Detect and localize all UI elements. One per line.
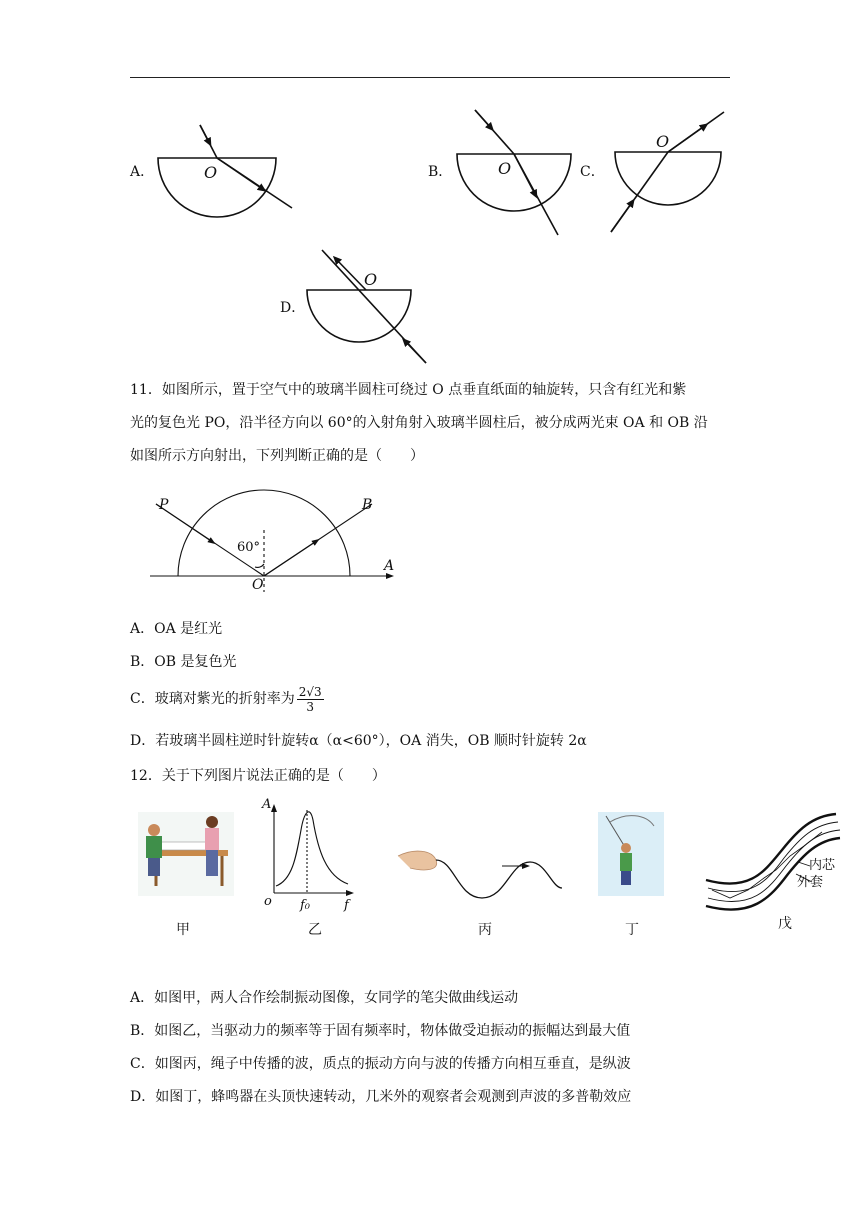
fig-yi-x-axis-label: f	[344, 898, 349, 913]
q12-stem: 12．关于下列图片说法正确的是（ ）	[130, 768, 386, 784]
q12-option-c: C．如图丙，绳子中传播的波，质点的振动方向与波的传播方向相互垂直，是纵波	[130, 1056, 631, 1072]
figure-yi-resonance-curve	[274, 806, 352, 893]
q11-stem-line2: 光的复色光 PO，沿半径方向以 60°的入射角射入玻璃半圆柱后，被分成两光束 OA 和 OB 沿	[130, 415, 708, 431]
fraction-denominator: 3	[306, 699, 314, 714]
q11-option-b: B．OB 是复色光	[130, 654, 237, 670]
fraction-numerator: 2√3	[298, 684, 322, 699]
fig-yi-f0-label: f₀	[300, 898, 311, 913]
q11-angle-label: 60°	[237, 540, 261, 555]
caption-bing: 丙	[478, 922, 492, 938]
q11-option-d: D．若玻璃半圆柱逆时针旋转α（α<60°），OA 消失，OB 顺时针旋转 2α	[130, 733, 587, 749]
option-d-label: D．	[280, 300, 306, 316]
q11-stem-line1: 11．如图所示，置于空气中的玻璃半圆柱可绕过 O 点垂直纸面的轴旋转，只含有红光和紫	[130, 382, 687, 398]
figure-bing-rope-wave	[398, 851, 562, 898]
fig-wu-inner-label: 内芯	[809, 858, 836, 873]
option-a-label: A．	[130, 164, 155, 180]
q11-label-o: O	[252, 577, 264, 593]
caption-ding: 丁	[625, 922, 639, 938]
q12-option-a: A．如图甲，两人合作绘制振动图像，女同学的笔尖做曲线运动	[130, 990, 519, 1006]
q11-option-a: A．OA 是红光	[130, 621, 223, 637]
q12-option-d: D．如图丁，蜂鸣器在头顶快速转动，几米外的观察者会观测到声波的多普勒效应	[130, 1089, 632, 1105]
q11-label-p: P	[159, 497, 169, 513]
q11-label-a: A	[384, 558, 395, 574]
figure-c-o-label: O	[656, 132, 670, 151]
figure-b-o-label: O	[498, 159, 512, 178]
figure-jia-illustration	[138, 812, 234, 896]
fig-yi-origin-label: o	[264, 894, 272, 909]
option-b-label: B．	[428, 164, 453, 180]
figure-d-o-label: O	[364, 270, 378, 289]
caption-yi: 乙	[308, 922, 322, 938]
figure-ding-illustration	[598, 812, 664, 896]
q11-option-c-text: C．玻璃对紫光的折射率为	[130, 691, 295, 707]
q11-label-b: B	[362, 497, 373, 513]
q12-option-b: B．如图乙，当驱动力的频率等于固有频率时，物体做受迫振动的振幅达到最大值	[130, 1023, 631, 1039]
figure-a-o-label: O	[204, 163, 218, 182]
caption-wu: 戊	[778, 916, 792, 932]
fig-yi-y-axis-label: A	[262, 797, 272, 812]
fig-wu-outer-label: 外套	[797, 875, 824, 890]
q11-stem-line3: 如图所示方向射出，下列判断正确的是（ ）	[130, 448, 424, 464]
caption-jia: 甲	[176, 922, 190, 938]
option-c-label: C．	[580, 164, 605, 180]
